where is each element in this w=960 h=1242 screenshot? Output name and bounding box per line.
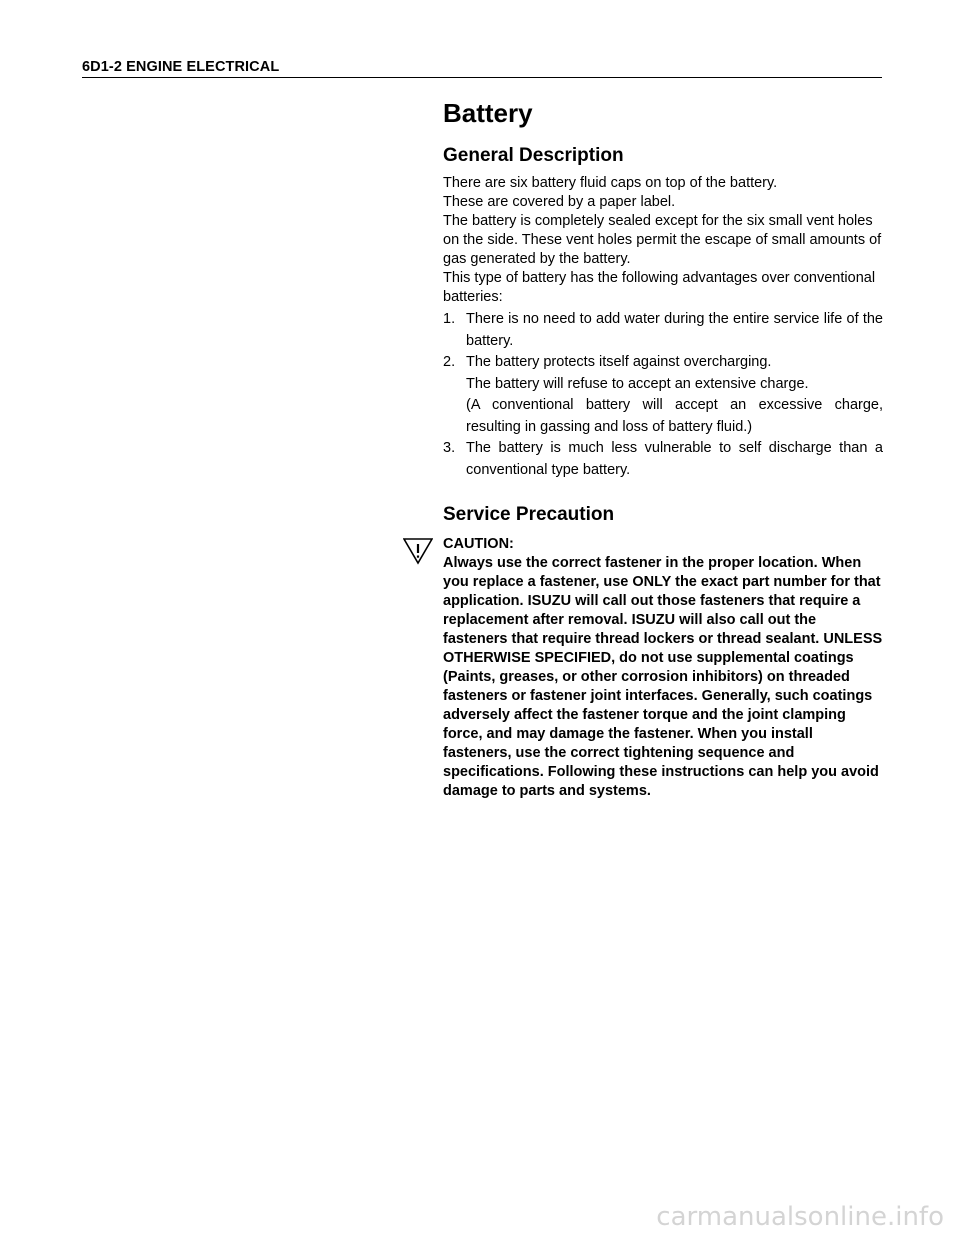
list-item [443, 352, 883, 438]
caution-label: CAUTION: [443, 536, 514, 552]
list-item-text: The battery will refuse to accept an extensive charge. [466, 375, 809, 392]
caution-block [443, 535, 883, 801]
list-item-number: 1. [443, 311, 456, 327]
paragraph-line: This type of battery has the following advantages over conventional batteries: [443, 270, 876, 305]
list-item-text: The battery is much less vulnerable to self discharge than a conventional type battery. [466, 440, 883, 478]
main-content [443, 96, 883, 801]
list-item-number: 3. [443, 440, 456, 456]
list-item-text: (A conventional battery will accept an excessive charge, resulting in gassing and loss of battery fluid.) [466, 397, 883, 435]
advantages-list [443, 309, 883, 481]
warning-triangle-icon [403, 537, 433, 565]
list-item-text: The battery protects itself against overcharging. [466, 354, 772, 370]
general-description-text [443, 174, 883, 307]
page-header: 6D1-2 ENGINE ELECTRICAL [82, 58, 882, 78]
paragraph-line: There are six battery fluid caps on top of the battery. [443, 175, 778, 191]
list-item-number: 2. [443, 354, 456, 370]
list-item [443, 438, 883, 481]
paragraph-line: These are covered by a paper label. [443, 194, 676, 210]
paragraph-line: The battery is completely sealed except for the six small vent holes on the side. These vent holes permit the escape of small amounts of gas generated by the battery. [443, 213, 882, 267]
watermark: carmanualsonline.info [656, 1202, 944, 1232]
service-precaution-heading: Service Precaution [443, 504, 615, 525]
general-description-heading: General Description [443, 145, 624, 166]
list-item-text: There is no need to add water during the entire service life of the battery. [466, 311, 883, 349]
caution-text: Always use the correct fastener in the proper location. When you replace a fastener, use ONLY the exact part number for that application. ISUZU will call out those fasteners that require a replacement after removal. ISUZU will also call out the fasteners that require thread lockers or thread sealant. UNLESS OTHERWISE SPECIFIED, do not use supplemental coatings (Paints, greases, or other corrosion inhibitors) on threaded fasteners or fastener joint interfaces. Generally, such coatings adversely affect the fastener torque and the joint clamping force, and may damage the fastener. When you install fasteners, use the correct tightening sequence and specifications. Following these instructions can help you avoid damage to parts and systems. [443, 555, 883, 799]
list-item [443, 309, 883, 352]
page-title: Battery [443, 98, 533, 128]
